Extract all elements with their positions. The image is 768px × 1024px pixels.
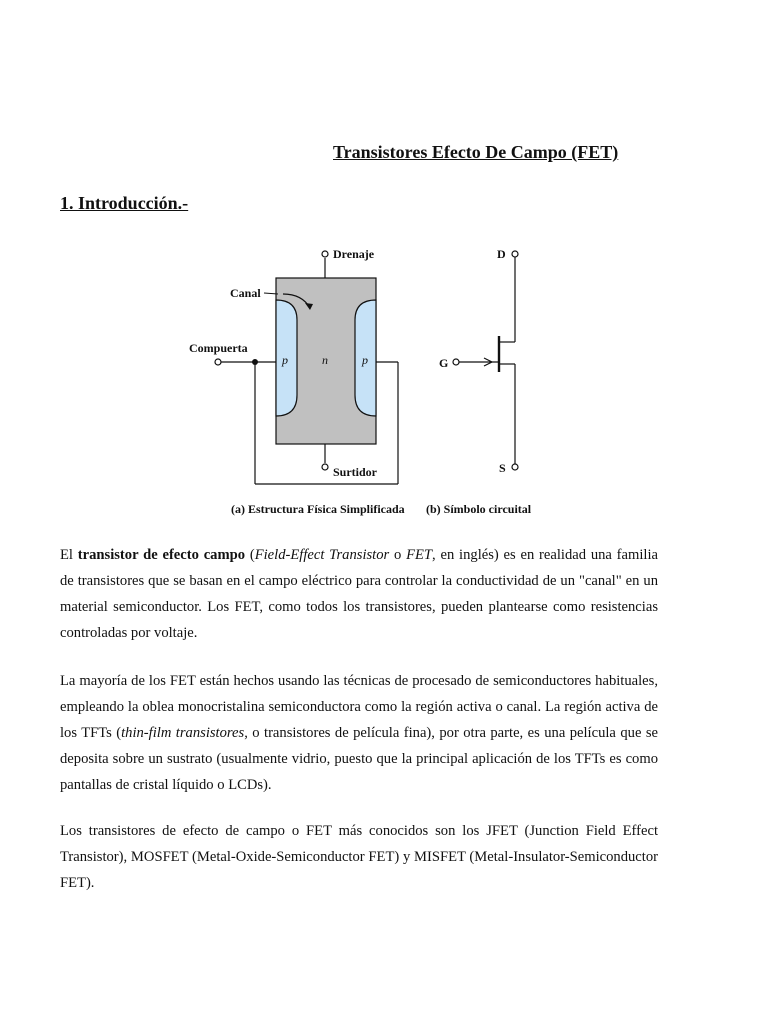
p-right-label: p: [362, 353, 368, 367]
gate-label: Compuerta: [189, 341, 248, 355]
bold-term: transistor de efecto campo: [77, 547, 246, 563]
italic-term: FET: [406, 547, 433, 563]
fet-circuit-symbol: [426, 247, 532, 516]
drain-terminal: [322, 251, 328, 257]
italic-term: Field-Effect Transistor: [254, 547, 390, 563]
drain-label: Drenaje: [333, 247, 375, 261]
channel-label: Canal: [230, 286, 261, 300]
paragraph-2: La mayoría de los FET están hechos usando las técnicas de procesado de semiconductores habituales, empleando la oblea monocristalina semiconductora como la región activa o canal. La región activa de los TFTs (thin-film transistores, o transistores de película fina), por otra parte, es una película que se deposita sobre un sustrato (usualmente vidrio, puesto que la principal aplicación de los TFTs es como pantallas de cristal líquido o LCDs).: [60, 673, 659, 793]
section-heading: 1. Introducción.-: [60, 193, 189, 213]
symbol-d-label: D: [497, 247, 506, 261]
caption-b: (b) Símbolo circuital: [426, 502, 532, 516]
gate-terminal: [215, 359, 221, 365]
n-label: n: [322, 353, 328, 367]
paragraph-3: Los transistores de efecto de campo o FET más conocidos son los JFET (Junction Field Effect Transistor), MOSFET (Metal-Oxide-Semiconductor FET) y MISFET (Metal-Insulator-Semiconductor FET).: [60, 823, 658, 891]
symbol-g-label: G: [439, 356, 449, 370]
italic-term: thin-film transistores: [121, 725, 245, 741]
document-title: Transistores Efecto De Campo (FET): [333, 142, 619, 162]
symbol-s-label: S: [499, 461, 506, 475]
source-label: Surtidor: [333, 465, 378, 479]
fet-structure-diagram: [189, 247, 405, 516]
source-terminal: [322, 464, 328, 470]
paragraph-1: El transistor de efecto campo (Field-Effect Transistor o FET, en inglés) es en realidad una familia de transistores que se basan en el campo eléctrico para controlar la conductividad de un "canal" en un material semiconductor. Los FET, como todos los transistores, pueden plantearse como resistencias controladas por voltaje.: [60, 547, 659, 641]
caption-a: (a) Estructura Física Simplificada: [231, 502, 405, 516]
p-left-label: p: [282, 353, 288, 367]
